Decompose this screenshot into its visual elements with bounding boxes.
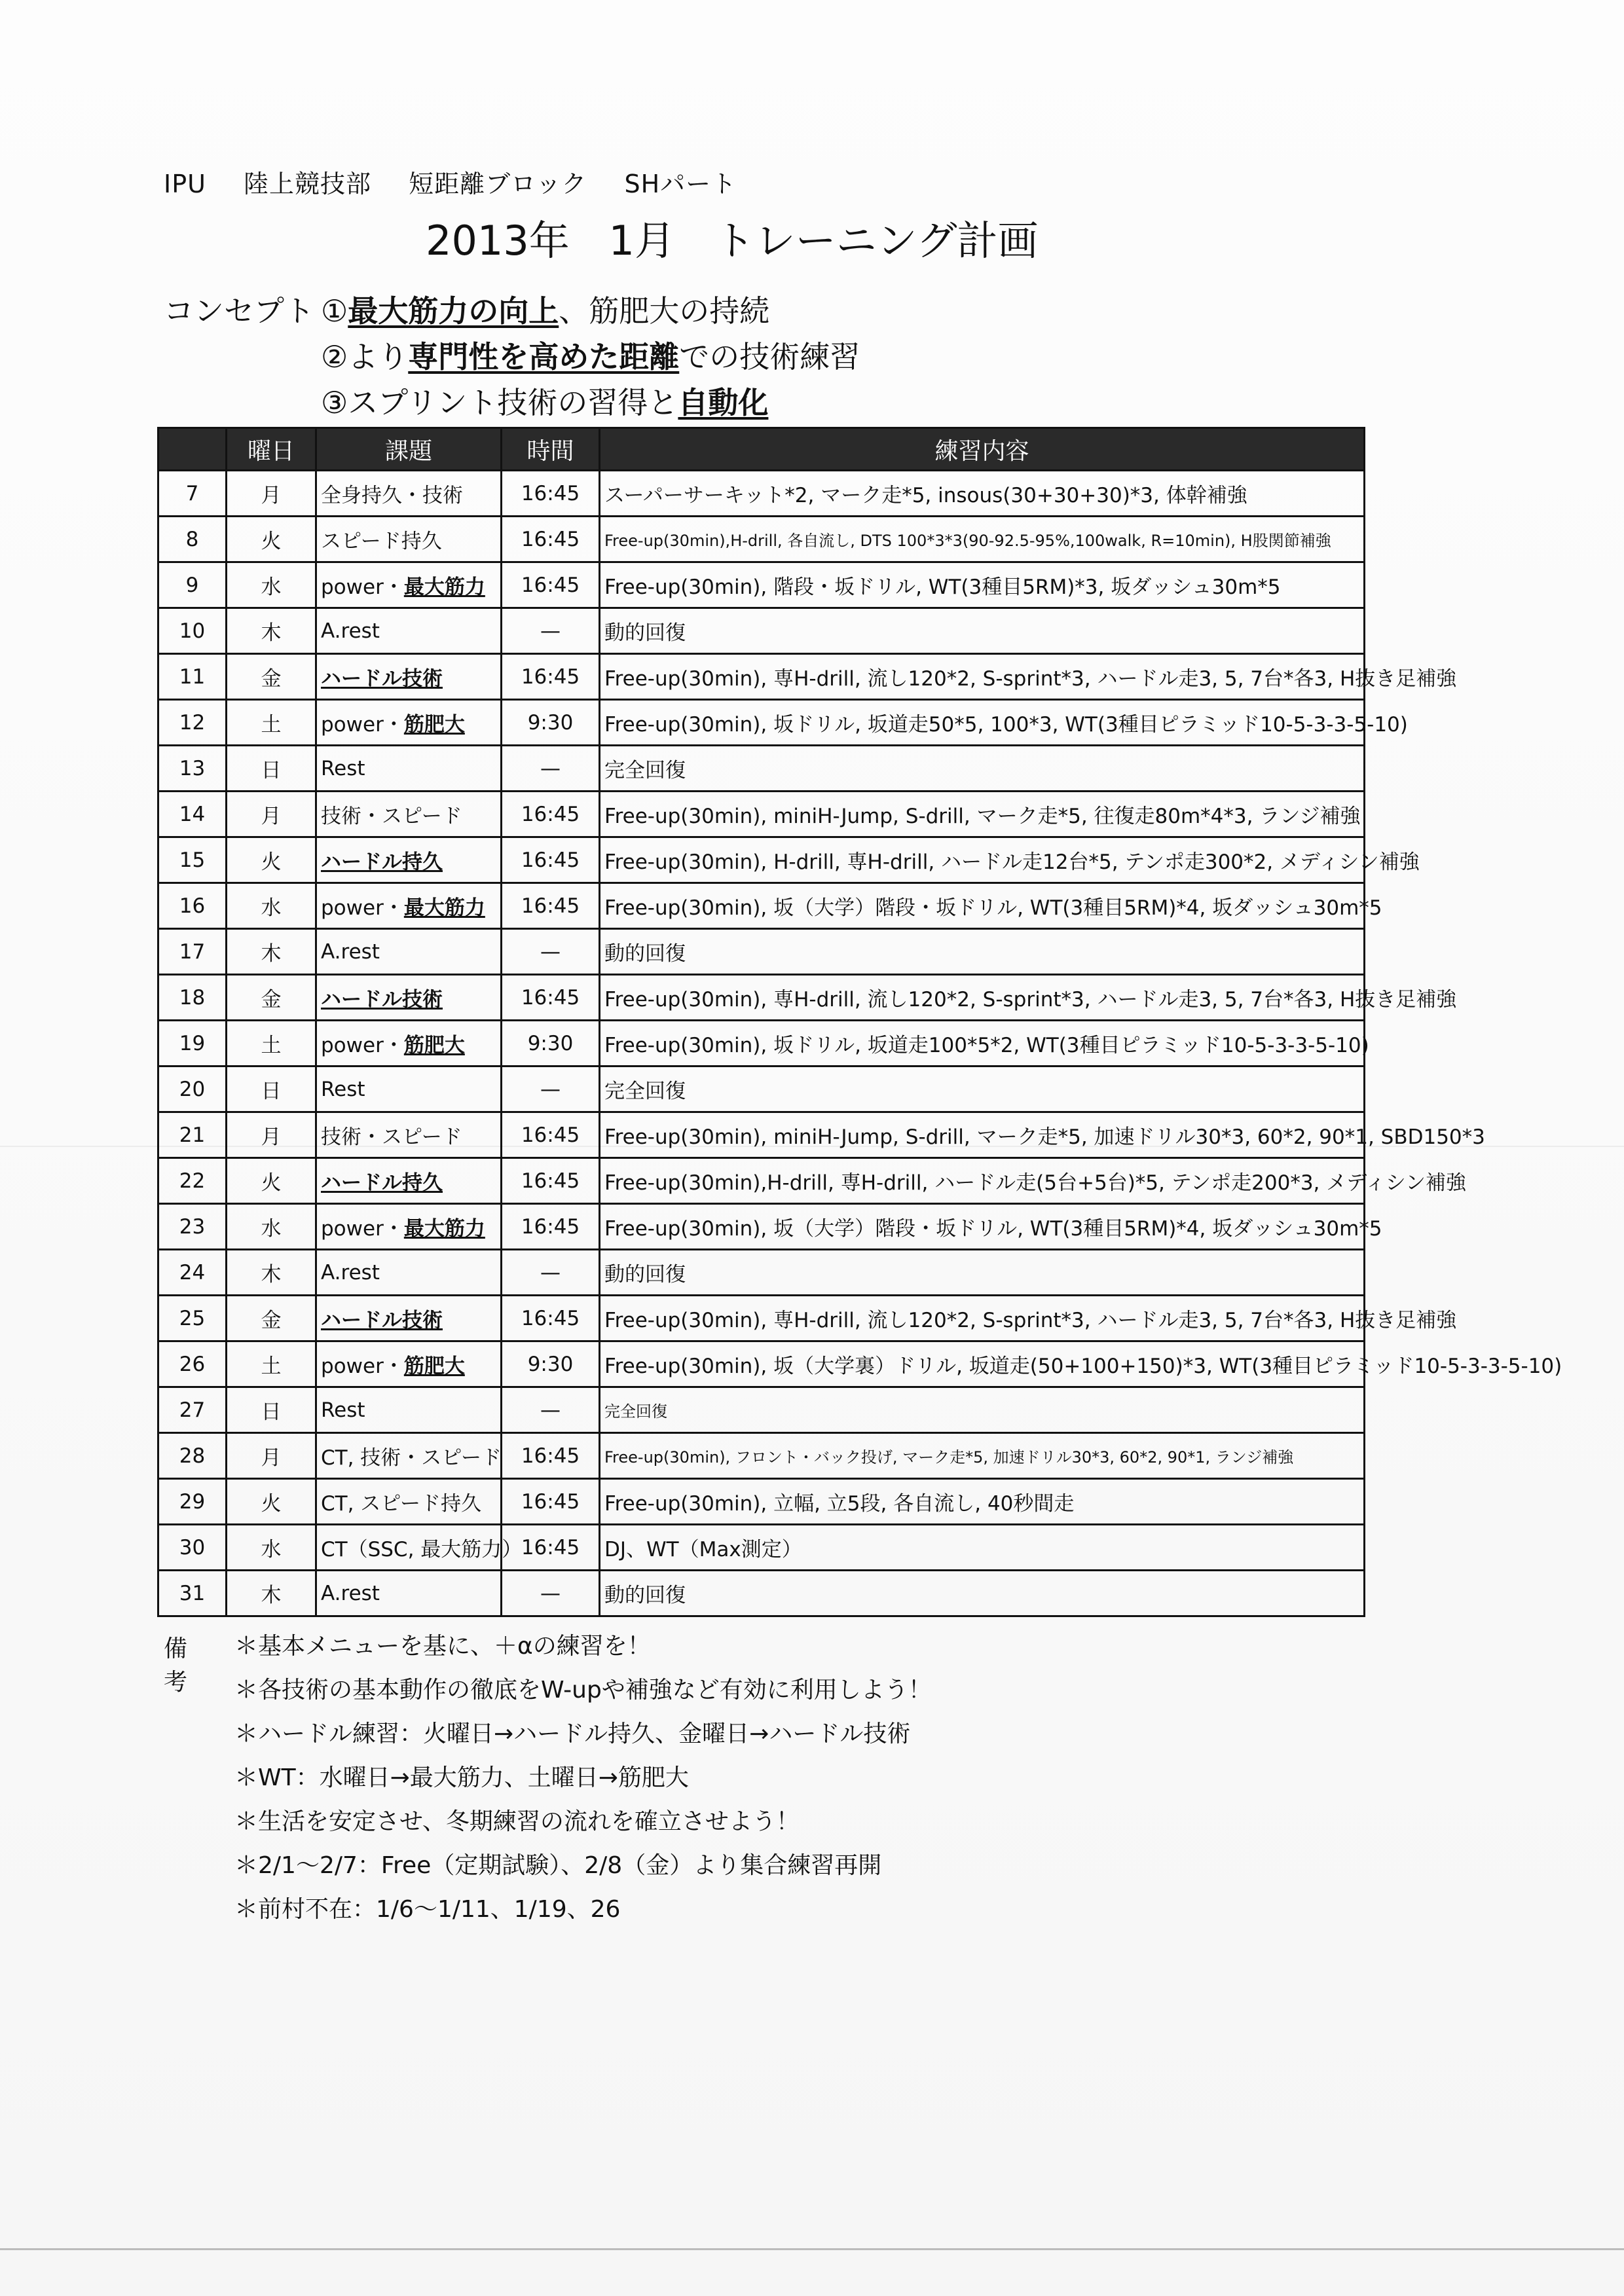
table-row bbox=[158, 975, 1365, 1021]
paper-edge bbox=[0, 2248, 1624, 2250]
note-item: ＊ハードル練習：火曜日→ハードル持久、金曜日→ハードル技術 bbox=[234, 1721, 911, 1747]
concept-row bbox=[164, 334, 860, 380]
time-cell: 16:45 bbox=[502, 837, 600, 883]
weekday-cell: 火 bbox=[227, 1479, 316, 1525]
subject-cell: Rest bbox=[316, 746, 502, 792]
time-cell: 16:45 bbox=[502, 1204, 600, 1250]
time-cell: 9:30 bbox=[502, 1021, 600, 1066]
subject-cell: Rest bbox=[316, 1387, 502, 1433]
training-schedule-table bbox=[157, 427, 1562, 1617]
day-cell: 24 bbox=[158, 1250, 227, 1296]
table-row bbox=[158, 1066, 1365, 1112]
concept-row bbox=[164, 380, 860, 426]
day-cell: 20 bbox=[158, 1066, 227, 1112]
subject-prefix: power・ bbox=[321, 896, 404, 920]
notes-label: 備考 bbox=[164, 1635, 188, 1696]
subject-cell: CT, 技術・スピード bbox=[316, 1433, 502, 1479]
day-cell: 12 bbox=[158, 700, 227, 746]
club-name: 陸上競技部 bbox=[244, 170, 372, 198]
subject-emphasis: ハードル持久 bbox=[321, 850, 443, 874]
time-cell: 16:45 bbox=[502, 471, 600, 517]
time-cell: — bbox=[502, 608, 600, 654]
day-cell: 10 bbox=[158, 608, 227, 654]
concept-emphasis: 最大筋力の向上 bbox=[348, 293, 559, 329]
block-name: 短距離ブロック bbox=[409, 170, 587, 198]
subject-emphasis: ハードル技術 bbox=[321, 1309, 443, 1332]
table-row bbox=[158, 746, 1365, 792]
day-cell: 16 bbox=[158, 883, 227, 929]
weekday-cell: 月 bbox=[227, 1433, 316, 1479]
table-row bbox=[158, 471, 1365, 517]
time-cell: — bbox=[502, 746, 600, 792]
subject-emphasis: ハードル持久 bbox=[321, 1171, 443, 1195]
subject-prefix: power・ bbox=[321, 1355, 404, 1378]
content-cell: Free-up(30min), H-drill, 専H-drill, ハードル走12台*5, テンポ走300*2, メディシン補強 bbox=[600, 837, 1365, 883]
time-cell: 16:45 bbox=[502, 1479, 600, 1525]
subject-cell: Rest bbox=[316, 1066, 502, 1112]
weekday-cell: 土 bbox=[227, 1341, 316, 1387]
weekday-cell: 火 bbox=[227, 837, 316, 883]
concept-text: ②より bbox=[321, 339, 409, 374]
note-item: ＊2/1〜2/7：Free（定期試験）、2/8（金）より集合練習再開 bbox=[234, 1852, 882, 1879]
subject-cell: 全身持久・技術 bbox=[316, 471, 502, 517]
table-row bbox=[158, 562, 1365, 608]
subject-cell: A.rest bbox=[316, 1250, 502, 1296]
col-header-content: 練習内容 bbox=[600, 428, 1365, 471]
day-cell: 30 bbox=[158, 1525, 227, 1571]
weekday-cell: 金 bbox=[227, 654, 316, 700]
day-cell: 9 bbox=[158, 562, 227, 608]
time-cell: 16:45 bbox=[502, 1158, 600, 1204]
day-cell: 25 bbox=[158, 1296, 227, 1341]
day-cell: 11 bbox=[158, 654, 227, 700]
subject-emphasis: 筋肥大 bbox=[403, 1034, 465, 1057]
note-item: ＊前村不在：1/6〜1/11、1/19、26 bbox=[234, 1896, 621, 1923]
day-cell: 28 bbox=[158, 1433, 227, 1479]
subject-cell bbox=[316, 1341, 502, 1387]
table-row bbox=[158, 1021, 1365, 1066]
table-row bbox=[158, 1112, 1365, 1158]
subject-cell: 技術・スピード bbox=[316, 792, 502, 837]
table-row bbox=[158, 1479, 1365, 1525]
time-cell: 9:30 bbox=[502, 700, 600, 746]
weekday-cell: 土 bbox=[227, 700, 316, 746]
day-cell: 8 bbox=[158, 517, 227, 562]
concept-label: コンセプト bbox=[164, 293, 314, 329]
time-cell: 16:45 bbox=[502, 1525, 600, 1571]
concept-text: ① bbox=[321, 293, 348, 329]
subject-cell: 技術・スピード bbox=[316, 1112, 502, 1158]
content-cell: Free-up(30min), 立幅, 立5段, 各自流し, 40秒間走 bbox=[600, 1479, 1365, 1525]
concept-emphasis: 自動化 bbox=[678, 385, 769, 420]
day-cell: 22 bbox=[158, 1158, 227, 1204]
table-row bbox=[158, 700, 1365, 746]
subject-cell bbox=[316, 837, 502, 883]
concept-section bbox=[164, 288, 860, 426]
subject-cell bbox=[316, 1158, 502, 1204]
content-cell: 動的回復 bbox=[600, 608, 1365, 654]
time-cell: 16:45 bbox=[502, 1433, 600, 1479]
weekday-cell: 水 bbox=[227, 1204, 316, 1250]
day-cell: 13 bbox=[158, 746, 227, 792]
subject-prefix: power・ bbox=[321, 575, 404, 599]
table-row bbox=[158, 1296, 1365, 1341]
col-header-time: 時間 bbox=[502, 428, 600, 471]
content-cell: 完全回復 bbox=[600, 746, 1365, 792]
concept-text: での技術練習 bbox=[679, 339, 860, 374]
weekday-cell: 月 bbox=[227, 471, 316, 517]
content-cell: 動的回復 bbox=[600, 929, 1365, 975]
col-header-subject: 課題 bbox=[316, 428, 502, 471]
day-cell: 18 bbox=[158, 975, 227, 1021]
time-cell: — bbox=[502, 1571, 600, 1616]
day-cell: 23 bbox=[158, 1204, 227, 1250]
subject-cell: A.rest bbox=[316, 608, 502, 654]
col-header-day bbox=[158, 428, 227, 471]
content-cell: Free-up(30min), 坂（大学）階段・坂ドリル, WT(3種目5RM)*4, 坂ダッシュ30m*5 bbox=[600, 883, 1365, 929]
content-cell: Free-up(30min), フロント・バック投げ, マーク走*5, 加速ドリル30*3, 60*2, 90*1, ランジ補強 bbox=[600, 1433, 1365, 1479]
time-cell: 16:45 bbox=[502, 883, 600, 929]
weekday-cell: 金 bbox=[227, 1296, 316, 1341]
subject-cell bbox=[316, 975, 502, 1021]
title-month: 1月 bbox=[608, 217, 675, 264]
title-year: 2013年 bbox=[426, 217, 570, 264]
table-row bbox=[158, 1158, 1365, 1204]
time-cell: 9:30 bbox=[502, 1341, 600, 1387]
table-row bbox=[158, 792, 1365, 837]
day-cell: 21 bbox=[158, 1112, 227, 1158]
day-cell: 29 bbox=[158, 1479, 227, 1525]
concept-text: ③スプリント技術の習得と bbox=[321, 385, 678, 420]
subject-cell bbox=[316, 1021, 502, 1066]
content-cell: Free-up(30min), 専H-drill, 流し120*2, S-sprint*3, ハードル走3, 5, 7台*各3, H抜き足補強 bbox=[600, 654, 1365, 700]
subject-emphasis: ハードル技術 bbox=[321, 667, 443, 691]
notes-list bbox=[234, 1630, 932, 1937]
time-cell: 16:45 bbox=[502, 975, 600, 1021]
day-cell: 17 bbox=[158, 929, 227, 975]
time-cell: — bbox=[502, 929, 600, 975]
weekday-cell: 水 bbox=[227, 883, 316, 929]
content-cell: 完全回復 bbox=[600, 1387, 1365, 1433]
table-row bbox=[158, 1433, 1365, 1479]
content-cell: Free-up(30min), 坂ドリル, 坂道走100*5*2, WT(3種目ピラミッド10-5-3-3-5-10) bbox=[600, 1021, 1365, 1066]
concept-emphasis: 専門性を高めた距離 bbox=[408, 339, 680, 374]
content-cell: DJ、WT（Max測定） bbox=[600, 1525, 1365, 1571]
subject-cell bbox=[316, 562, 502, 608]
day-cell: 31 bbox=[158, 1571, 227, 1616]
table-row bbox=[158, 1341, 1365, 1387]
subject-cell bbox=[316, 654, 502, 700]
table-row bbox=[158, 517, 1365, 562]
subject-cell bbox=[316, 700, 502, 746]
weekday-cell: 火 bbox=[227, 517, 316, 562]
page-title bbox=[426, 208, 1064, 266]
weekday-cell: 火 bbox=[227, 1158, 316, 1204]
time-cell: — bbox=[502, 1387, 600, 1433]
subject-cell bbox=[316, 1204, 502, 1250]
table-row bbox=[158, 883, 1365, 929]
subject-cell: A.rest bbox=[316, 929, 502, 975]
table-row bbox=[158, 1571, 1365, 1616]
weekday-cell: 日 bbox=[227, 746, 316, 792]
subject-prefix: power・ bbox=[321, 1217, 404, 1241]
content-cell: Free-up(30min), 坂（大学裏）ドリル, 坂道走(50+100+150)*3, WT(3種目ピラミッド10-5-3-3-5-10) bbox=[600, 1341, 1365, 1387]
table-row bbox=[158, 1525, 1365, 1571]
day-cell: 14 bbox=[158, 792, 227, 837]
subject-cell: スピード持久 bbox=[316, 517, 502, 562]
content-cell: Free-up(30min), miniH-Jump, S-drill, マーク走*5, 往復走80m*4*3, ランジ補強 bbox=[600, 792, 1365, 837]
content-cell: 完全回復 bbox=[600, 1066, 1365, 1112]
day-cell: 27 bbox=[158, 1387, 227, 1433]
subject-cell: A.rest bbox=[316, 1571, 502, 1616]
weekday-cell: 金 bbox=[227, 975, 316, 1021]
time-cell: 16:45 bbox=[502, 517, 600, 562]
content-cell: スーパーサーキット*2, マーク走*5, insous(30+30+30)*3, 体幹補強 bbox=[600, 471, 1365, 517]
time-cell: 16:45 bbox=[502, 1296, 600, 1341]
table-row bbox=[158, 1250, 1365, 1296]
subject-prefix: power・ bbox=[321, 1034, 404, 1057]
subject-emphasis: 筋肥大 bbox=[403, 713, 465, 737]
weekday-cell: 木 bbox=[227, 1571, 316, 1616]
title-text: トレーニング計画 bbox=[714, 217, 1039, 264]
content-cell: 動的回復 bbox=[600, 1250, 1365, 1296]
content-cell: Free-up(30min), 坂ドリル, 坂道走50*5, 100*3, WT(3種目ピラミッド10-5-3-3-5-10) bbox=[600, 700, 1365, 746]
day-cell: 19 bbox=[158, 1021, 227, 1066]
weekday-cell: 木 bbox=[227, 1250, 316, 1296]
subject-emphasis: 最大筋力 bbox=[403, 575, 485, 599]
content-cell: Free-up(30min), miniH-Jump, S-drill, マーク走*5, 加速ドリル30*3, 60*2, 90*1, SBD150*3 bbox=[600, 1112, 1365, 1158]
part-name: SHパート bbox=[624, 170, 737, 198]
table-row bbox=[158, 929, 1365, 975]
day-cell: 26 bbox=[158, 1341, 227, 1387]
table-header-row bbox=[158, 428, 1365, 471]
note-item: ＊各技術の基本動作の徹底をW-upや補強など有効に利用しよう！ bbox=[234, 1677, 932, 1704]
weekday-cell: 木 bbox=[227, 929, 316, 975]
subject-emphasis: 最大筋力 bbox=[403, 1217, 485, 1241]
table-row bbox=[158, 654, 1365, 700]
subject-emphasis: 最大筋力 bbox=[403, 896, 485, 920]
table-row bbox=[158, 837, 1365, 883]
day-cell: 7 bbox=[158, 471, 227, 517]
content-cell: Free-up(30min),H-drill, 専H-drill, ハードル走(5台+5台)*5, テンポ走200*3, メディシン補強 bbox=[600, 1158, 1365, 1204]
content-cell: Free-up(30min), 専H-drill, 流し120*2, S-sprint*3, ハードル走3, 5, 7台*各3, H抜き足補強 bbox=[600, 1296, 1365, 1341]
concept-text: 、筋肥大の持続 bbox=[559, 293, 770, 329]
content-cell: 動的回復 bbox=[600, 1571, 1365, 1616]
table-row bbox=[158, 1204, 1365, 1250]
weekday-cell: 日 bbox=[227, 1387, 316, 1433]
time-cell: — bbox=[502, 1250, 600, 1296]
time-cell: 16:45 bbox=[502, 1112, 600, 1158]
content-cell: Free-up(30min),H-drill, 各自流し, DTS 100*3*3(90-92.5-95%,100walk, R=10min), H股関節補強 bbox=[600, 517, 1365, 562]
weekday-cell: 月 bbox=[227, 792, 316, 837]
subject-cell bbox=[316, 1296, 502, 1341]
content-cell: Free-up(30min), 階段・坂ドリル, WT(3種目5RM)*3, 坂ダッシュ30m*5 bbox=[600, 562, 1365, 608]
weekday-cell: 木 bbox=[227, 608, 316, 654]
subject-emphasis: ハードル技術 bbox=[321, 988, 443, 1011]
subject-emphasis: 筋肥大 bbox=[403, 1355, 465, 1378]
time-cell: — bbox=[502, 1066, 600, 1112]
weekday-cell: 水 bbox=[227, 1525, 316, 1571]
col-header-weekday: 曜日 bbox=[227, 428, 316, 471]
weekday-cell: 水 bbox=[227, 562, 316, 608]
time-cell: 16:45 bbox=[502, 562, 600, 608]
table-row bbox=[158, 1387, 1365, 1433]
weekday-cell: 日 bbox=[227, 1066, 316, 1112]
subject-prefix: power・ bbox=[321, 713, 404, 737]
day-cell: 15 bbox=[158, 837, 227, 883]
content-cell: Free-up(30min), 坂（大学）階段・坂ドリル, WT(3種目5RM)*4, 坂ダッシュ30m*5 bbox=[600, 1204, 1365, 1250]
concept-row bbox=[164, 288, 860, 334]
document-header bbox=[164, 164, 766, 200]
content-cell: Free-up(30min), 専H-drill, 流し120*2, S-sprint*3, ハードル走3, 5, 7台*各3, H抜き足補強 bbox=[600, 975, 1365, 1021]
time-cell: 16:45 bbox=[502, 654, 600, 700]
subject-cell: CT（SSC, 最大筋力） bbox=[316, 1525, 502, 1571]
org-name: IPU bbox=[164, 170, 206, 198]
subject-cell: CT, スピード持久 bbox=[316, 1479, 502, 1525]
note-item: ＊基本メニューを基に、＋αの練習を！ bbox=[234, 1633, 651, 1660]
table-row bbox=[158, 608, 1365, 654]
weekday-cell: 月 bbox=[227, 1112, 316, 1158]
time-cell: 16:45 bbox=[502, 792, 600, 837]
weekday-cell: 土 bbox=[227, 1021, 316, 1066]
note-item: ＊WT：水曜日→最大筋力、土曜日→筋肥大 bbox=[234, 1764, 689, 1791]
subject-cell bbox=[316, 883, 502, 929]
note-item: ＊生活を安定させ、冬期練習の流れを確立させよう！ bbox=[234, 1808, 800, 1835]
